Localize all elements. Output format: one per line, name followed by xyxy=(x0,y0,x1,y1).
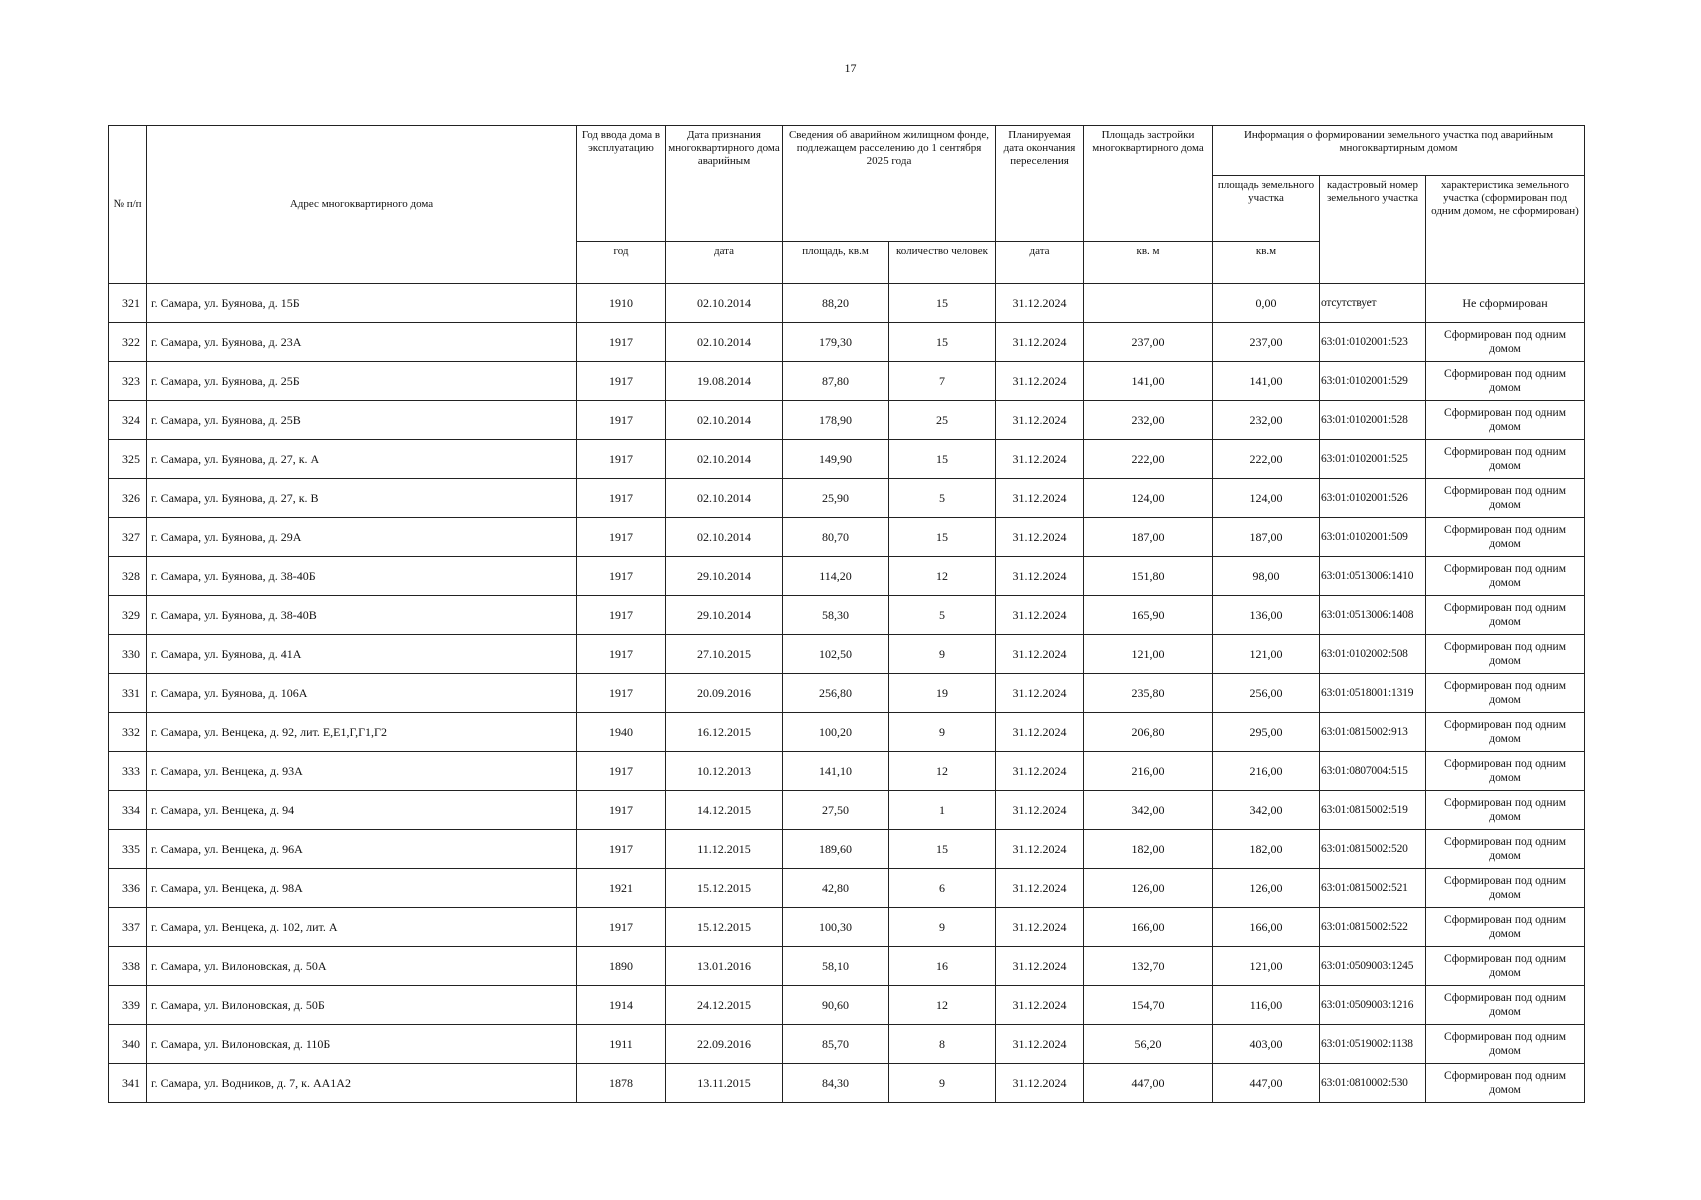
cell-people: 9 xyxy=(889,908,996,947)
cell-building-area: 165,90 xyxy=(1084,596,1213,635)
cell-num: 330 xyxy=(109,635,147,674)
cell-land-area: 342,00 xyxy=(1213,791,1320,830)
cell-area: 87,80 xyxy=(783,362,889,401)
cell-date-emergency: 02.10.2014 xyxy=(666,440,783,479)
table-row xyxy=(109,1025,1585,1064)
cell-year: 1917 xyxy=(577,791,666,830)
cell-cadastral: 63:01:0815002:519 xyxy=(1320,791,1426,830)
cell-land-area: 232,00 xyxy=(1213,401,1320,440)
cell-num: 334 xyxy=(109,791,147,830)
cell-year: 1917 xyxy=(577,908,666,947)
cell-address: г. Самара, ул. Водников, д. 7, к. АА1А2 xyxy=(147,1064,577,1103)
cell-year: 1917 xyxy=(577,596,666,635)
cell-land-area: 166,00 xyxy=(1213,908,1320,947)
cell-area: 141,10 xyxy=(783,752,889,791)
cell-planned-end: 31.12.2024 xyxy=(996,401,1084,440)
cell-num: 325 xyxy=(109,440,147,479)
cell-date-emergency: 20.09.2016 xyxy=(666,674,783,713)
cell-characteristic: Сформирован под одним домом xyxy=(1426,440,1585,479)
cell-planned-end: 31.12.2024 xyxy=(996,440,1084,479)
cell-num: 328 xyxy=(109,557,147,596)
cell-area: 58,30 xyxy=(783,596,889,635)
table-row xyxy=(109,791,1585,830)
cell-year: 1910 xyxy=(577,284,666,323)
cell-area: 100,30 xyxy=(783,908,889,947)
cell-cadastral: 63:01:0513006:1408 xyxy=(1320,596,1426,635)
cell-land-area: 187,00 xyxy=(1213,518,1320,557)
cell-planned-end: 31.12.2024 xyxy=(996,986,1084,1025)
table-row xyxy=(109,284,1585,323)
cell-year: 1917 xyxy=(577,674,666,713)
table-row xyxy=(109,440,1585,479)
table-row xyxy=(109,986,1585,1025)
cell-address: г. Самара, ул. Буянова, д. 23А xyxy=(147,323,577,362)
cell-land-area: 116,00 xyxy=(1213,986,1320,1025)
cell-characteristic: Сформирован под одним домом xyxy=(1426,947,1585,986)
unit-land-area: кв.м xyxy=(1213,242,1320,284)
cell-land-area: 182,00 xyxy=(1213,830,1320,869)
cell-year: 1917 xyxy=(577,518,666,557)
cell-date-emergency: 15.12.2015 xyxy=(666,908,783,947)
cell-characteristic: Сформирован под одним домом xyxy=(1426,713,1585,752)
cell-address: г. Самара, ул. Венцека, д. 98А xyxy=(147,869,577,908)
cell-date-emergency: 02.10.2014 xyxy=(666,479,783,518)
header-land-info: Информация о формировании земельного участка под аварийным многоквартирным домом xyxy=(1213,126,1585,176)
cell-people: 15 xyxy=(889,323,996,362)
cell-people: 19 xyxy=(889,674,996,713)
cell-area: 42,80 xyxy=(783,869,889,908)
cell-date-emergency: 02.10.2014 xyxy=(666,284,783,323)
cell-cadastral: 63:01:0102001:509 xyxy=(1320,518,1426,557)
cell-num: 336 xyxy=(109,869,147,908)
table-row xyxy=(109,674,1585,713)
cell-area: 178,90 xyxy=(783,401,889,440)
cell-year: 1917 xyxy=(577,557,666,596)
cell-land-area: 98,00 xyxy=(1213,557,1320,596)
unit-year: год xyxy=(577,242,666,284)
cell-num: 329 xyxy=(109,596,147,635)
cell-cadastral: 63:01:0815002:520 xyxy=(1320,830,1426,869)
cell-num: 324 xyxy=(109,401,147,440)
cell-planned-end: 31.12.2024 xyxy=(996,635,1084,674)
cell-people: 12 xyxy=(889,986,996,1025)
cell-people: 6 xyxy=(889,869,996,908)
cell-date-emergency: 29.10.2014 xyxy=(666,557,783,596)
cell-land-area: 403,00 xyxy=(1213,1025,1320,1064)
cell-year: 1917 xyxy=(577,362,666,401)
cell-num: 340 xyxy=(109,1025,147,1064)
cell-land-area: 126,00 xyxy=(1213,869,1320,908)
cell-building-area: 235,80 xyxy=(1084,674,1213,713)
cell-date-emergency: 19.08.2014 xyxy=(666,362,783,401)
cell-building-area: 342,00 xyxy=(1084,791,1213,830)
cell-address: г. Самара, ул. Венцека, д. 96А xyxy=(147,830,577,869)
cell-planned-end: 31.12.2024 xyxy=(996,830,1084,869)
cell-num: 333 xyxy=(109,752,147,791)
table-row xyxy=(109,752,1585,791)
cell-cadastral: 63:01:0102001:529 xyxy=(1320,362,1426,401)
cell-year: 1917 xyxy=(577,440,666,479)
cell-num: 337 xyxy=(109,908,147,947)
cell-cadastral: 63:01:0815002:521 xyxy=(1320,869,1426,908)
cell-characteristic: Сформирован под одним домом xyxy=(1426,479,1585,518)
header-building-area: Площадь застройки многоквартирного дома xyxy=(1084,126,1213,242)
cell-date-emergency: 15.12.2015 xyxy=(666,869,783,908)
cell-cadastral: 63:01:0102002:508 xyxy=(1320,635,1426,674)
cell-people: 25 xyxy=(889,401,996,440)
cell-characteristic: Сформирован под одним домом xyxy=(1426,1064,1585,1103)
cell-people: 15 xyxy=(889,518,996,557)
cell-planned-end: 31.12.2024 xyxy=(996,674,1084,713)
cell-building-area: 206,80 xyxy=(1084,713,1213,752)
cell-area: 149,90 xyxy=(783,440,889,479)
cell-people: 5 xyxy=(889,596,996,635)
cell-characteristic: Сформирован под одним домом xyxy=(1426,557,1585,596)
cell-planned-end: 31.12.2024 xyxy=(996,713,1084,752)
table-row xyxy=(109,362,1585,401)
cell-date-emergency: 13.11.2015 xyxy=(666,1064,783,1103)
cell-area: 80,70 xyxy=(783,518,889,557)
cell-characteristic: Сформирован под одним домом xyxy=(1426,908,1585,947)
cell-people: 16 xyxy=(889,947,996,986)
unit-date: дата xyxy=(666,242,783,284)
header-land-area: площадь земельного участка xyxy=(1213,176,1320,242)
cell-cadastral: 63:01:0513006:1410 xyxy=(1320,557,1426,596)
cell-land-area: 121,00 xyxy=(1213,635,1320,674)
cell-people: 12 xyxy=(889,557,996,596)
unit-area: площадь, кв.м xyxy=(783,242,889,284)
cell-people: 15 xyxy=(889,440,996,479)
cell-area: 25,90 xyxy=(783,479,889,518)
cell-characteristic: Сформирован под одним домом xyxy=(1426,674,1585,713)
cell-land-area: 222,00 xyxy=(1213,440,1320,479)
cell-date-emergency: 02.10.2014 xyxy=(666,518,783,557)
cell-land-area: 447,00 xyxy=(1213,1064,1320,1103)
cell-num: 321 xyxy=(109,284,147,323)
cell-address: г. Самара, ул. Венцека, д. 102, лит. А xyxy=(147,908,577,947)
cell-num: 323 xyxy=(109,362,147,401)
cell-year: 1917 xyxy=(577,401,666,440)
cell-num: 341 xyxy=(109,1064,147,1103)
table-row xyxy=(109,947,1585,986)
cell-building-area: 141,00 xyxy=(1084,362,1213,401)
cell-land-area: 0,00 xyxy=(1213,284,1320,323)
cell-num: 335 xyxy=(109,830,147,869)
cell-cadastral: 63:01:0509003:1245 xyxy=(1320,947,1426,986)
cell-year: 1917 xyxy=(577,830,666,869)
cell-address: г. Самара, ул. Буянова, д. 27, к. В xyxy=(147,479,577,518)
emergency-housing-table xyxy=(108,125,1585,1103)
cell-people: 1 xyxy=(889,791,996,830)
cell-characteristic: Сформирован под одним домом xyxy=(1426,635,1585,674)
table-row xyxy=(109,518,1585,557)
unit-plan-date: дата xyxy=(996,242,1084,284)
table-row xyxy=(109,635,1585,674)
cell-date-emergency: 14.12.2015 xyxy=(666,791,783,830)
cell-date-emergency: 13.01.2016 xyxy=(666,947,783,986)
cell-characteristic: Сформирован под одним домом xyxy=(1426,323,1585,362)
cell-area: 189,60 xyxy=(783,830,889,869)
cell-num: 339 xyxy=(109,986,147,1025)
table-row xyxy=(109,557,1585,596)
cell-characteristic: Не сформирован xyxy=(1426,284,1585,323)
cell-cadastral: 63:01:0810002:530 xyxy=(1320,1064,1426,1103)
cell-area: 102,50 xyxy=(783,635,889,674)
cell-characteristic: Сформирован под одним домом xyxy=(1426,791,1585,830)
cell-year: 1917 xyxy=(577,479,666,518)
cell-land-area: 237,00 xyxy=(1213,323,1320,362)
cell-cadastral: 63:01:0102001:528 xyxy=(1320,401,1426,440)
cell-building-area: 124,00 xyxy=(1084,479,1213,518)
cell-planned-end: 31.12.2024 xyxy=(996,752,1084,791)
cell-area: 84,30 xyxy=(783,1064,889,1103)
cell-people: 15 xyxy=(889,830,996,869)
cell-characteristic: Сформирован под одним домом xyxy=(1426,401,1585,440)
cell-area: 90,60 xyxy=(783,986,889,1025)
cell-address: г. Самара, ул. Буянова, д. 41А xyxy=(147,635,577,674)
cell-planned-end: 31.12.2024 xyxy=(996,323,1084,362)
cell-characteristic: Сформирован под одним домом xyxy=(1426,362,1585,401)
cell-building-area: 182,00 xyxy=(1084,830,1213,869)
cell-year: 1911 xyxy=(577,1025,666,1064)
cell-cadastral: 63:01:0807004:515 xyxy=(1320,752,1426,791)
cell-address: г. Самара, ул. Вилоновская, д. 50А xyxy=(147,947,577,986)
cell-planned-end: 31.12.2024 xyxy=(996,869,1084,908)
cell-address: г. Самара, ул. Буянова, д. 25В xyxy=(147,401,577,440)
cell-area: 58,10 xyxy=(783,947,889,986)
cell-area: 27,50 xyxy=(783,791,889,830)
cell-planned-end: 31.12.2024 xyxy=(996,284,1084,323)
cell-address: г. Самара, ул. Венцека, д. 93А xyxy=(147,752,577,791)
cell-year: 1940 xyxy=(577,713,666,752)
cell-address: г. Самара, ул. Буянова, д. 25Б xyxy=(147,362,577,401)
cell-characteristic: Сформирован под одним домом xyxy=(1426,1025,1585,1064)
cell-people: 9 xyxy=(889,635,996,674)
cell-planned-end: 31.12.2024 xyxy=(996,557,1084,596)
table-row xyxy=(109,1064,1585,1103)
cell-year: 1914 xyxy=(577,986,666,1025)
cell-land-area: 256,00 xyxy=(1213,674,1320,713)
cell-characteristic: Сформирован под одним домом xyxy=(1426,986,1585,1025)
table-row xyxy=(109,869,1585,908)
cell-land-area: 121,00 xyxy=(1213,947,1320,986)
cell-building-area: 154,70 xyxy=(1084,986,1213,1025)
cell-building-area: 237,00 xyxy=(1084,323,1213,362)
cell-date-emergency: 11.12.2015 xyxy=(666,830,783,869)
cell-num: 326 xyxy=(109,479,147,518)
table-row xyxy=(109,479,1585,518)
cell-land-area: 216,00 xyxy=(1213,752,1320,791)
cell-people: 12 xyxy=(889,752,996,791)
cell-address: г. Самара, ул. Венцека, д. 92, лит. Е,Е1,Г,Г1,Г2 xyxy=(147,713,577,752)
cell-area: 256,80 xyxy=(783,674,889,713)
cell-planned-end: 31.12.2024 xyxy=(996,596,1084,635)
cell-address: г. Самара, ул. Буянова, д. 29А xyxy=(147,518,577,557)
header-year-built: Год ввода дома в эксплуатацию xyxy=(577,126,666,242)
cell-date-emergency: 29.10.2014 xyxy=(666,596,783,635)
cell-building-area: 222,00 xyxy=(1084,440,1213,479)
cell-building-area: 166,00 xyxy=(1084,908,1213,947)
cell-planned-end: 31.12.2024 xyxy=(996,1025,1084,1064)
cell-area: 85,70 xyxy=(783,1025,889,1064)
cell-cadastral: 63:01:0518001:1319 xyxy=(1320,674,1426,713)
cell-building-area: 151,80 xyxy=(1084,557,1213,596)
cell-planned-end: 31.12.2024 xyxy=(996,791,1084,830)
cell-address: г. Самара, ул. Буянова, д. 106А xyxy=(147,674,577,713)
cell-cadastral: 63:01:0102001:526 xyxy=(1320,479,1426,518)
header-characteristic: характеристика земельного участка (сформирован под одним домом, не сформирован) xyxy=(1426,176,1585,284)
cell-people: 9 xyxy=(889,1064,996,1103)
cell-building-area: 132,70 xyxy=(1084,947,1213,986)
cell-characteristic: Сформирован под одним домом xyxy=(1426,830,1585,869)
cell-num: 331 xyxy=(109,674,147,713)
cell-people: 15 xyxy=(889,284,996,323)
cell-area: 179,30 xyxy=(783,323,889,362)
cell-cadastral: 63:01:0102001:523 xyxy=(1320,323,1426,362)
cell-cadastral: 63:01:0102001:525 xyxy=(1320,440,1426,479)
table-row xyxy=(109,596,1585,635)
cell-cadastral: 63:01:0815002:913 xyxy=(1320,713,1426,752)
cell-address: г. Самара, ул. Вилоновская, д. 50Б xyxy=(147,986,577,1025)
cell-land-area: 124,00 xyxy=(1213,479,1320,518)
page-number: 17 xyxy=(844,61,857,75)
header-address: Адрес многоквартирного дома xyxy=(147,126,577,284)
cell-building-area xyxy=(1084,284,1213,323)
cell-planned-end: 31.12.2024 xyxy=(996,947,1084,986)
cell-date-emergency: 10.12.2013 xyxy=(666,752,783,791)
cell-land-area: 295,00 xyxy=(1213,713,1320,752)
header-date-emergency: Дата признания многоквартирного дома аварийным xyxy=(666,126,783,242)
table-row xyxy=(109,908,1585,947)
cell-cadastral: 63:01:0815002:522 xyxy=(1320,908,1426,947)
cell-characteristic: Сформирован под одним домом xyxy=(1426,869,1585,908)
cell-address: г. Самара, ул. Буянова, д. 38-40Б xyxy=(147,557,577,596)
cell-building-area: 216,00 xyxy=(1084,752,1213,791)
cell-year: 1921 xyxy=(577,869,666,908)
cell-characteristic: Сформирован под одним домом xyxy=(1426,518,1585,557)
unit-people: количество человек xyxy=(889,242,996,284)
cell-year: 1890 xyxy=(577,947,666,986)
cell-planned-end: 31.12.2024 xyxy=(996,908,1084,947)
table-row xyxy=(109,401,1585,440)
header-num: № п/п xyxy=(109,126,147,284)
cell-planned-end: 31.12.2024 xyxy=(996,479,1084,518)
cell-address: г. Самара, ул. Буянова, д. 15Б xyxy=(147,284,577,323)
cell-year: 1878 xyxy=(577,1064,666,1103)
table-row xyxy=(109,830,1585,869)
cell-people: 9 xyxy=(889,713,996,752)
cell-building-area: 126,00 xyxy=(1084,869,1213,908)
header-emergency-fund: Сведения об аварийном жилищном фонде, подлежащем расселению до 1 сентября 2025 года xyxy=(783,126,996,242)
cell-year: 1917 xyxy=(577,752,666,791)
cell-num: 332 xyxy=(109,713,147,752)
cell-address: г. Самара, ул. Венцека, д. 94 xyxy=(147,791,577,830)
cell-building-area: 56,20 xyxy=(1084,1025,1213,1064)
cell-year: 1917 xyxy=(577,323,666,362)
cell-address: г. Самара, ул. Вилоновская, д. 110Б xyxy=(147,1025,577,1064)
cell-date-emergency: 02.10.2014 xyxy=(666,323,783,362)
cell-building-area: 121,00 xyxy=(1084,635,1213,674)
cell-building-area: 447,00 xyxy=(1084,1064,1213,1103)
cell-address: г. Самара, ул. Буянова, д. 27, к. А xyxy=(147,440,577,479)
cell-land-area: 141,00 xyxy=(1213,362,1320,401)
cell-people: 8 xyxy=(889,1025,996,1064)
header-planned-end: Планируемая дата окончания переселения xyxy=(996,126,1084,242)
cell-date-emergency: 24.12.2015 xyxy=(666,986,783,1025)
table-row xyxy=(109,713,1585,752)
cell-characteristic: Сформирован под одним домом xyxy=(1426,752,1585,791)
cell-address: г. Самара, ул. Буянова, д. 38-40В xyxy=(147,596,577,635)
cell-land-area: 136,00 xyxy=(1213,596,1320,635)
table-row xyxy=(109,323,1585,362)
cell-date-emergency: 27.10.2015 xyxy=(666,635,783,674)
cell-cadastral: отсутствует xyxy=(1320,284,1426,323)
cell-characteristic: Сформирован под одним домом xyxy=(1426,596,1585,635)
cell-area: 88,20 xyxy=(783,284,889,323)
cell-year: 1917 xyxy=(577,635,666,674)
cell-date-emergency: 22.09.2016 xyxy=(666,1025,783,1064)
header-cadastral: кадастровый номер земельного участка xyxy=(1320,176,1426,284)
cell-date-emergency: 02.10.2014 xyxy=(666,401,783,440)
cell-cadastral: 63:01:0519002:1138 xyxy=(1320,1025,1426,1064)
cell-people: 5 xyxy=(889,479,996,518)
cell-building-area: 187,00 xyxy=(1084,518,1213,557)
cell-num: 322 xyxy=(109,323,147,362)
cell-date-emergency: 16.12.2015 xyxy=(666,713,783,752)
cell-num: 327 xyxy=(109,518,147,557)
cell-people: 7 xyxy=(889,362,996,401)
cell-building-area: 232,00 xyxy=(1084,401,1213,440)
cell-planned-end: 31.12.2024 xyxy=(996,1064,1084,1103)
cell-area: 114,20 xyxy=(783,557,889,596)
cell-cadastral: 63:01:0509003:1216 xyxy=(1320,986,1426,1025)
unit-build-area: кв. м xyxy=(1084,242,1213,284)
cell-planned-end: 31.12.2024 xyxy=(996,518,1084,557)
cell-area: 100,20 xyxy=(783,713,889,752)
cell-num: 338 xyxy=(109,947,147,986)
cell-planned-end: 31.12.2024 xyxy=(996,362,1084,401)
